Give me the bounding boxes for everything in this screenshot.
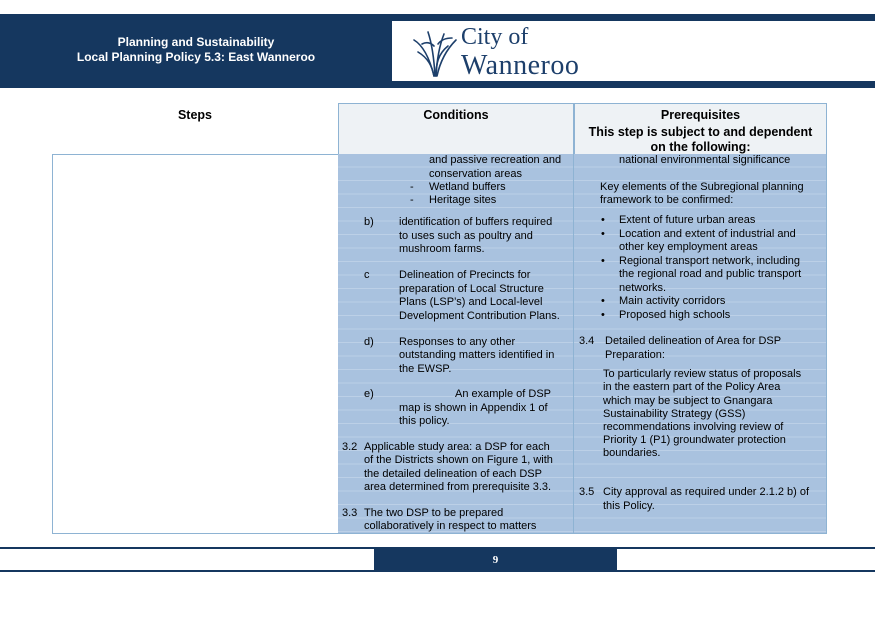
prerequisite-line: To particularly review status of proposals [603, 368, 802, 380]
prerequisite-line: this Policy. [603, 500, 655, 512]
condition-line: preparation of Local Structure [399, 283, 544, 295]
prerequisite-line: Key elements of the Subregional planning [600, 181, 804, 193]
prerequisite-line: which may be subject to Gnangara [603, 395, 773, 407]
item-label-d: d) [364, 336, 374, 348]
prerequisite-line: Priority 1 (P1) groundwater protection [603, 434, 786, 446]
condition-line: area determined from prerequisite 3.3. [364, 481, 552, 493]
prerequisite-line: boundaries. [603, 447, 661, 459]
prerequisite-line: Proposed high schools [619, 309, 731, 321]
city-logo-icon [410, 28, 458, 78]
page-number: 9 [374, 549, 617, 570]
prerequisite-line: other key employment areas [619, 241, 758, 253]
condition-line: Plans (LSP’s) and Local-level [399, 296, 543, 308]
condition-line: to uses such as poultry and [399, 230, 533, 242]
prerequisite-line: Preparation: [605, 349, 665, 361]
condition-line: collaboratively in respect to matters [364, 520, 537, 532]
section-number-3-4: 3.4 [579, 335, 595, 347]
condition-line: Heritage sites [429, 194, 497, 206]
item-label-c: c [364, 269, 370, 281]
footer-rule-bottom [0, 570, 875, 572]
condition-line: Development Contribution Plans. [399, 310, 560, 322]
condition-line: Delineation of Precincts for [399, 269, 531, 281]
condition-line: An example of DSP [455, 388, 551, 400]
steps-cell [52, 154, 339, 534]
prerequisite-line: framework to be confirmed: [600, 194, 734, 206]
condition-line: the detailed delineation of each DSP [364, 468, 542, 480]
condition-line: and passive recreation and [429, 154, 562, 166]
condition-line: map is shown in Appendix 1 of [399, 402, 548, 414]
prerequisites-subtitle-1: This step is subject to and dependent [588, 125, 813, 139]
bullet-marker: • [601, 309, 605, 321]
condition-line: mushroom farms. [399, 243, 485, 255]
section-number-3-3: 3.3 [342, 507, 358, 519]
prerequisite-line: the regional road and public transport [619, 268, 802, 280]
section-number-3-5: 3.5 [579, 486, 595, 498]
conditions-cell [338, 154, 574, 534]
prerequisite-line: Extent of future urban areas [619, 214, 756, 226]
prerequisite-line: City approval as required under 2.1.2 b) of [603, 486, 810, 498]
bullet-marker: • [601, 228, 605, 240]
item-label-e: e) [364, 388, 374, 400]
prerequisites-title: Prerequisites [660, 108, 741, 122]
column-header-steps: Steps [177, 108, 213, 122]
prerequisites-cell [574, 154, 827, 534]
header-title [0, 14, 392, 86]
bullet-marker: • [601, 214, 605, 226]
condition-line: outstanding matters identified in [399, 349, 555, 361]
logo-name-text: Wanneroo [461, 50, 580, 81]
condition-line: Responses to any other [399, 336, 516, 348]
bullet-marker: • [601, 255, 605, 267]
prerequisite-line: recommendations involving review of [603, 421, 784, 433]
bullet-marker: • [601, 295, 605, 307]
logo-city-text: City of [461, 24, 529, 50]
condition-line: The two DSP to be prepared [364, 507, 504, 519]
prerequisite-line: networks. [619, 282, 667, 294]
header-policy: Local Planning Policy 5.3: East Wanneroo [76, 50, 316, 64]
prerequisite-line: Main activity corridors [619, 295, 726, 307]
prerequisites-subtitle-2: on the following: [650, 140, 751, 154]
header-rule [0, 86, 875, 88]
prerequisite-line: in the eastern part of the Policy Area [603, 381, 781, 393]
condition-line: Applicable study area: a DSP for each [364, 441, 550, 453]
condition-line: of the Districts shown on Figure 1, with [364, 454, 553, 466]
item-label-b: b) [364, 216, 374, 228]
column-header-conditions: Conditions [338, 103, 574, 155]
prerequisite-line: Detailed delineation of Area for DSP [605, 335, 782, 347]
condition-line: identification of buffers required [399, 216, 553, 228]
prerequisite-line: national environmental significance [619, 154, 791, 166]
condition-line: Wetland buffers [429, 181, 506, 193]
condition-line: the EWSP. [399, 363, 452, 375]
dash-marker: - [410, 181, 414, 193]
prerequisite-line: Location and extent of industrial and [619, 228, 796, 240]
header-department: Planning and Sustainability [117, 35, 275, 49]
condition-line: this policy. [399, 415, 450, 427]
prerequisite-line: Regional transport network, including [619, 255, 800, 267]
dash-marker: - [410, 194, 414, 206]
condition-line: conservation areas [429, 168, 522, 180]
section-number-3-2: 3.2 [342, 441, 358, 453]
column-header-prerequisites [574, 103, 827, 155]
prerequisite-line: Sustainability Strategy (GSS) [603, 408, 746, 420]
